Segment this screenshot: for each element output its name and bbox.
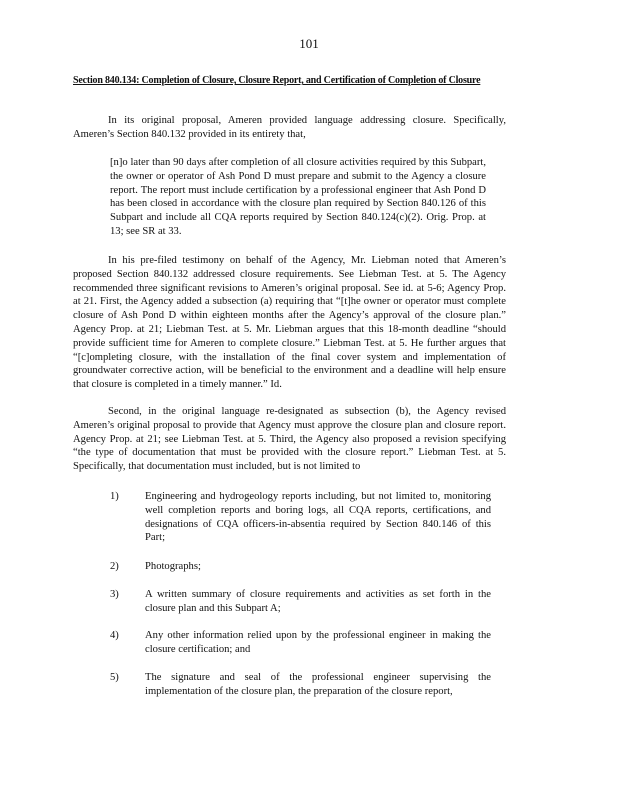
paragraph-2: In his pre-filed testimony on behalf of the Agency, Mr. Liebman noted that Ameren’s proposed Section 840.132 addressed closure requirements. See Liebman Test. at 5. The Agency recommended three significant revisions to Ameren’s original proposal. See id. at 5-6; Agency Prop. at 21. First, the Agency added a subsection (a) requiring that “[t]he owner or operator must complete closure of Ash Pond D within eighteen months after the Agency’s approval of the closure plan.” Agency Prop. at 21; Liebman Test. at 5. Mr. Liebman argues that this 18-month deadline “should provide sufficient time for Ameren to complete closure.” Liebman Test. at 5. He further argues that “[c]ompleting closure, with the installation of the final cover system and implementation of groundwater corrective action, will be beneficial to the environment and a deadline will help ensure that closure is completed in a timely manner.” Id. [73, 255, 506, 391]
list-number: 2) [110, 561, 119, 572]
list-number: 4) [110, 630, 119, 641]
list-number: 3) [110, 589, 119, 600]
block-quote: [n]o later than 90 days after completion of all closure activities required by this Subpart, the owner or operator of Ash Pond D must prepare and submit to the Agency a closure report. The report must include certification by a professional engineer that Ash Pond D has been closed in accordance with the closure plan required by Section 840.126 of this Subpart and include all CQA reports required by Section 840.124(c)(2). Orig. Prop. at 13; see SR at 33. [110, 157, 486, 237]
list-text: Any other information relied upon by the professional engineer in making the closure certification; and [145, 630, 491, 655]
list-text: The signature and seal of the professional engineer supervising the implementation of the closure plan, the preparation of the closure report, [145, 672, 491, 697]
list-text: Photographs; [145, 561, 201, 572]
list-text: A written summary of closure requirements and activities as set forth in the closure plan and this Subpart A; [145, 589, 491, 614]
list-number: 5) [110, 672, 119, 683]
page-number: 101 [299, 36, 319, 51]
paragraph-3: Second, in the original language re-designated as subsection (b), the Agency revised Ameren’s original proposal to provide that Agency must approve the closure plan and closure report. Agency Prop. at 21; see Liebman Test. at 5. Third, the Agency also proposed a revision specifying “the type of documentation that must be provided with the closure report.” Liebman Test. at 5. Specifically, that documentation must included, but is not limited to [73, 406, 506, 473]
list-number: 1) [110, 491, 119, 502]
paragraph-1: In its original proposal, Ameren provided language addressing closure. Specifically, Ameren’s Section 840.132 provided in its entirety that, [73, 115, 506, 140]
section-heading: Section 840.134: Completion of Closure, Closure Report, and Certification of Completion of Closure [73, 75, 481, 86]
list-text: Engineering and hydrogeology reports including, but not limited to, monitoring well completion reports and boring logs, all CQA reports, certifications, and designations of CQA officers-in-absentia required by Section 840.146 of this Part; [145, 491, 491, 544]
